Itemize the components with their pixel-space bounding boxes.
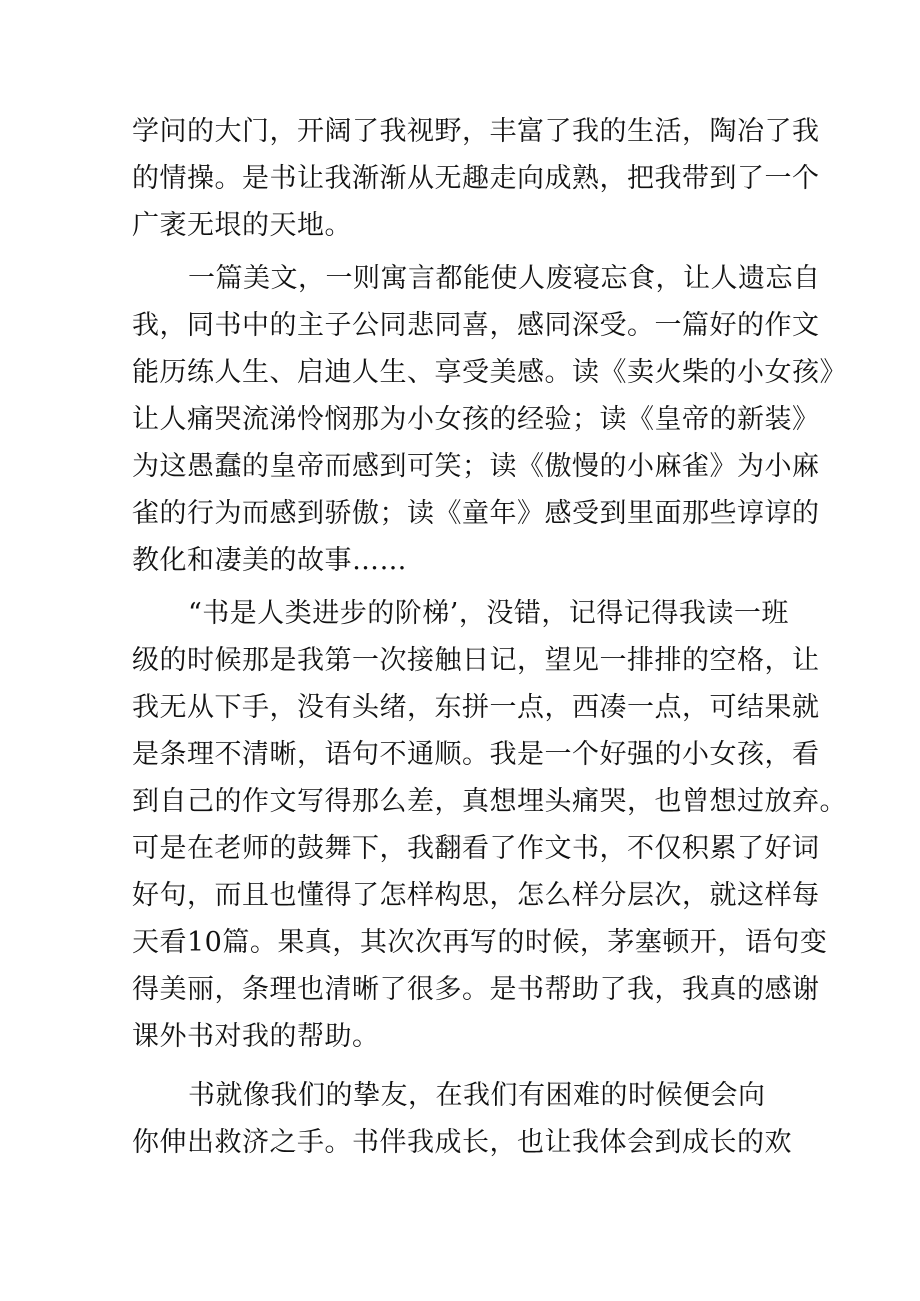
text-line: 可是在老师的鼓舞下，我翻看了作文书，不仅积累了好词 xyxy=(132,833,820,864)
text-line: 到自己的作文写得那么差，真想埋头痛哭，也曾想过放弃。 xyxy=(132,786,847,817)
text-line: 广袤无垠的天地。 xyxy=(132,210,352,241)
text-line: 的情操。是书让我渐渐从无趣走向成熟，把我带到了一个 xyxy=(132,163,820,194)
text-line: 书就像我们的挚友，在我们有困难的时候便会向 xyxy=(188,1080,766,1111)
text-line: 雀的行为而感到骄傲；读《童年》感受到里面那些谆谆的 xyxy=(132,498,820,529)
text-line: 为这愚蠢的皇帝而感到可笑；读《傲慢的小麻雀》为小麻 xyxy=(132,451,820,482)
text-line: 是条理不清晰，语句不通顺。我是一个好强的小女孩，看 xyxy=(132,739,820,770)
text-line: 能历练人生、启迪人生、享受美感。读《卖火柴的小女孩》 xyxy=(132,357,847,388)
text-line: “书是人类进步的阶梯’，没错，记得记得我读一班 xyxy=(188,598,789,629)
text-line: 课外书对我的帮助。 xyxy=(132,1021,380,1052)
text-line: 一篇美文，一则寓言都能使人废寝忘食，让人遗忘自 xyxy=(188,263,821,294)
text-line: 得美丽，条理也清晰了很多。是书帮助了我，我真的感谢 xyxy=(132,974,820,1005)
text-line: 学问的大门，开阔了我视野，丰富了我的生活，陶冶了我 xyxy=(132,116,820,147)
text-line: 教化和凄美的故事…… xyxy=(132,545,407,576)
text-line: 你伸出救济之手。书伴我成长，也让我体会到成长的欢 xyxy=(132,1127,792,1158)
text-line: 好句，而且也懂得了怎样构思，怎么样分层次，就这样每 xyxy=(132,880,820,911)
text-line: 让人痛哭流涕怜悯那为小女孩的经验；读《皇帝的新装》 xyxy=(132,404,820,435)
text-line: 我无从下手，没有头绪，东拼一点，西凑一点，可结果就 xyxy=(132,692,820,723)
text-line: 天看10篇。果真，其次次再写的时候，茅塞顿开，语句变 xyxy=(132,927,828,958)
text-line: 级的时候那是我第一次接触日记，望见一排排的空格，让 xyxy=(132,645,820,676)
text-line: 我，同书中的主子公同悲同喜，感同深受。一篇好的作文 xyxy=(132,310,820,341)
